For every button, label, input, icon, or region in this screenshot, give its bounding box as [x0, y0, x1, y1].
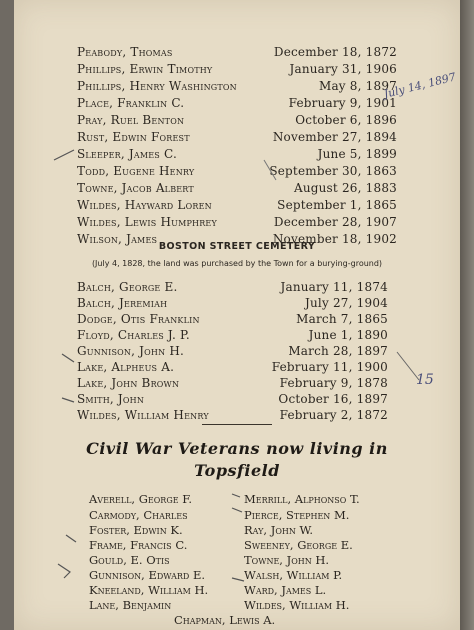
list-item: Sweeney, George E. [244, 538, 353, 552]
list-item: Lake, John Brown February 9, 1878 [77, 376, 388, 390]
list-item: Merrill, Alphonso T. [244, 492, 360, 506]
list-item: Chapman, Lewis A. [174, 613, 276, 627]
veterans-heading-town: Topsfield [194, 461, 280, 480]
list-item: Ray, John W. [244, 523, 313, 537]
list-item: Lake, Alpheus A. February 11, 1900 [77, 360, 388, 374]
document-page [14, 0, 460, 630]
list-item: Dodge, Otis Franklin March 7, 1865 [77, 312, 388, 326]
list-item: Rust, Edwin Forest November 27, 1894 [77, 130, 397, 144]
check-mark-icon [232, 578, 244, 581]
list-item: Lane, Benjamin [89, 598, 172, 612]
list-item: Kneeland, William H. [89, 583, 209, 597]
list-item: Wildes, Hayward Loren September 1, 1865 [77, 198, 397, 212]
list-item: Frame, Francis C. [89, 538, 188, 552]
list-item: Carmody, Charles [89, 508, 188, 522]
list-item: Floyd, Charles J. P. June 1, 1890 [77, 328, 388, 342]
list-item: Sleeper, James C. June 5, 1899 [77, 147, 397, 161]
check-mark-icon [232, 494, 240, 497]
handwritten-date: July 14, 1897 [382, 70, 458, 101]
list-item: Phillips, Erwin Timothy January 31, 1906 [77, 62, 397, 76]
check-mark-icon [58, 564, 70, 578]
list-item: Foster, Edwin K. [89, 523, 183, 537]
list-item: Wildes, Lewis Humphrey December 28, 1907 [77, 215, 397, 229]
list-item: Towne, John H. [244, 553, 330, 567]
list-item: Smith, John October 16, 1897 [77, 392, 388, 406]
list-item: Balch, Jeremiah July 27, 1904 [77, 296, 388, 310]
list-item: Pierce, Stephen M. [244, 508, 350, 522]
list-item: Gunnison, Edward E. [89, 568, 205, 582]
list-item: Wilson, James November 18, 1902 [77, 232, 397, 246]
list-item: Peabody, Thomas December 18, 1872 [77, 45, 397, 59]
list-item: Pray, Ruel Benton October 6, 1896 [77, 113, 397, 127]
divider [202, 424, 272, 425]
list-item: Gunnison, John H. March 28, 1897 [77, 344, 388, 358]
list-item: Phillips, Henry Washington May 8, 1897 [77, 79, 397, 93]
section-heading: BOSTON STREET CEMETERY [158, 241, 316, 252]
list-item: Towne, Jacob Albert August 26, 1883 [77, 181, 397, 195]
list-item: Gould, E. Otis [89, 553, 170, 567]
list-item: Wildes, William H. [244, 598, 350, 612]
list-item: Place, Franklin C. February 9, 1901 [77, 96, 397, 110]
section-note: (July 4, 1828, the land was purchased by the Town for a burying-ground) [91, 259, 383, 268]
list-item: Wildes, William Henry February 2, 1872 [77, 408, 388, 422]
check-mark-icon [66, 535, 76, 542]
handwritten-number: 15 [416, 372, 434, 388]
desk-background [460, 0, 474, 630]
list-item: Todd, Eugene Henry September 30, 1863 [77, 164, 397, 178]
list-item: Averell, George F. [89, 492, 193, 506]
list-item: Ward, James L. [244, 583, 327, 597]
list-item: Balch, George E. January 11, 1874 [77, 280, 388, 294]
check-mark-icon [232, 508, 242, 512]
list-item: Walsh, William P. [244, 568, 343, 582]
veterans-heading: Civil War Veterans now living in [86, 439, 388, 458]
